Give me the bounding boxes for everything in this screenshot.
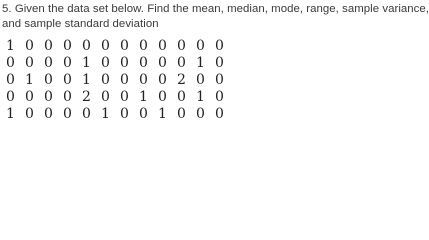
- data-value: 0: [44, 72, 53, 88]
- data-value: 0: [63, 106, 72, 122]
- data-value: 0: [63, 89, 72, 105]
- data-value: 0: [139, 106, 148, 122]
- data-value: 0: [82, 38, 91, 54]
- data-value: 0: [158, 55, 167, 71]
- data-row: [1, 38, 229, 55]
- data-value: 0: [6, 89, 15, 105]
- data-value: 1: [196, 89, 205, 105]
- data-value: 1: [82, 72, 91, 88]
- data-value: 1: [196, 55, 205, 71]
- data-value: 0: [177, 55, 186, 71]
- data-value: 0: [101, 38, 110, 54]
- data-value: 0: [101, 55, 110, 71]
- data-value: 0: [63, 55, 72, 71]
- question-text: [2, 2, 429, 32]
- data-value: 0: [158, 89, 167, 105]
- data-row: [1, 106, 229, 123]
- data-value: 0: [215, 38, 224, 54]
- data-value: 0: [6, 72, 15, 88]
- data-value: 0: [177, 106, 186, 122]
- data-row: [1, 72, 229, 89]
- data-value: 0: [120, 72, 129, 88]
- data-value: 0: [196, 72, 205, 88]
- data-value: 0: [44, 55, 53, 71]
- data-value: 1: [101, 106, 110, 122]
- data-value: 0: [139, 72, 148, 88]
- data-value: 0: [177, 89, 186, 105]
- data-value: 0: [120, 89, 129, 105]
- data-value: 0: [25, 55, 34, 71]
- data-value: 2: [177, 72, 186, 88]
- data-value: 1: [158, 106, 167, 122]
- data-value: 0: [139, 55, 148, 71]
- data-value: 0: [120, 106, 129, 122]
- data-value: 0: [63, 38, 72, 54]
- data-value: 0: [215, 106, 224, 122]
- data-set-body: [1, 38, 229, 123]
- data-set-table: [1, 38, 229, 123]
- data-value: 0: [63, 72, 72, 88]
- data-value: 0: [25, 106, 34, 122]
- data-value: 0: [44, 106, 53, 122]
- data-value: 0: [44, 38, 53, 54]
- data-value: 0: [6, 55, 15, 71]
- data-value: 0: [25, 89, 34, 105]
- data-value: 0: [215, 55, 224, 71]
- question-line-1: 5. Given the data set below. Find the mean, median, mode, range, sample variance,: [2, 3, 429, 15]
- data-value: 0: [101, 72, 110, 88]
- data-value: 1: [25, 72, 34, 88]
- data-value: 0: [120, 55, 129, 71]
- data-value: 2: [82, 89, 91, 105]
- data-value: 1: [82, 55, 91, 71]
- data-value: 0: [139, 38, 148, 54]
- data-value: 1: [139, 89, 148, 105]
- data-value: 0: [177, 38, 186, 54]
- question-line-2: and sample standard deviation: [2, 18, 159, 30]
- data-row: [1, 55, 229, 72]
- data-value: 1: [6, 38, 15, 54]
- data-value: 0: [44, 89, 53, 105]
- data-value: 0: [215, 89, 224, 105]
- data-value: 0: [196, 38, 205, 54]
- data-value: 0: [215, 72, 224, 88]
- data-value: 0: [101, 89, 110, 105]
- data-value: 1: [6, 106, 15, 122]
- data-value: 0: [25, 38, 34, 54]
- data-value: 0: [196, 106, 205, 122]
- data-value: 0: [120, 38, 129, 54]
- data-row: [1, 89, 229, 106]
- data-value: 0: [158, 72, 167, 88]
- data-value: 0: [158, 38, 167, 54]
- data-value: 0: [82, 106, 91, 122]
